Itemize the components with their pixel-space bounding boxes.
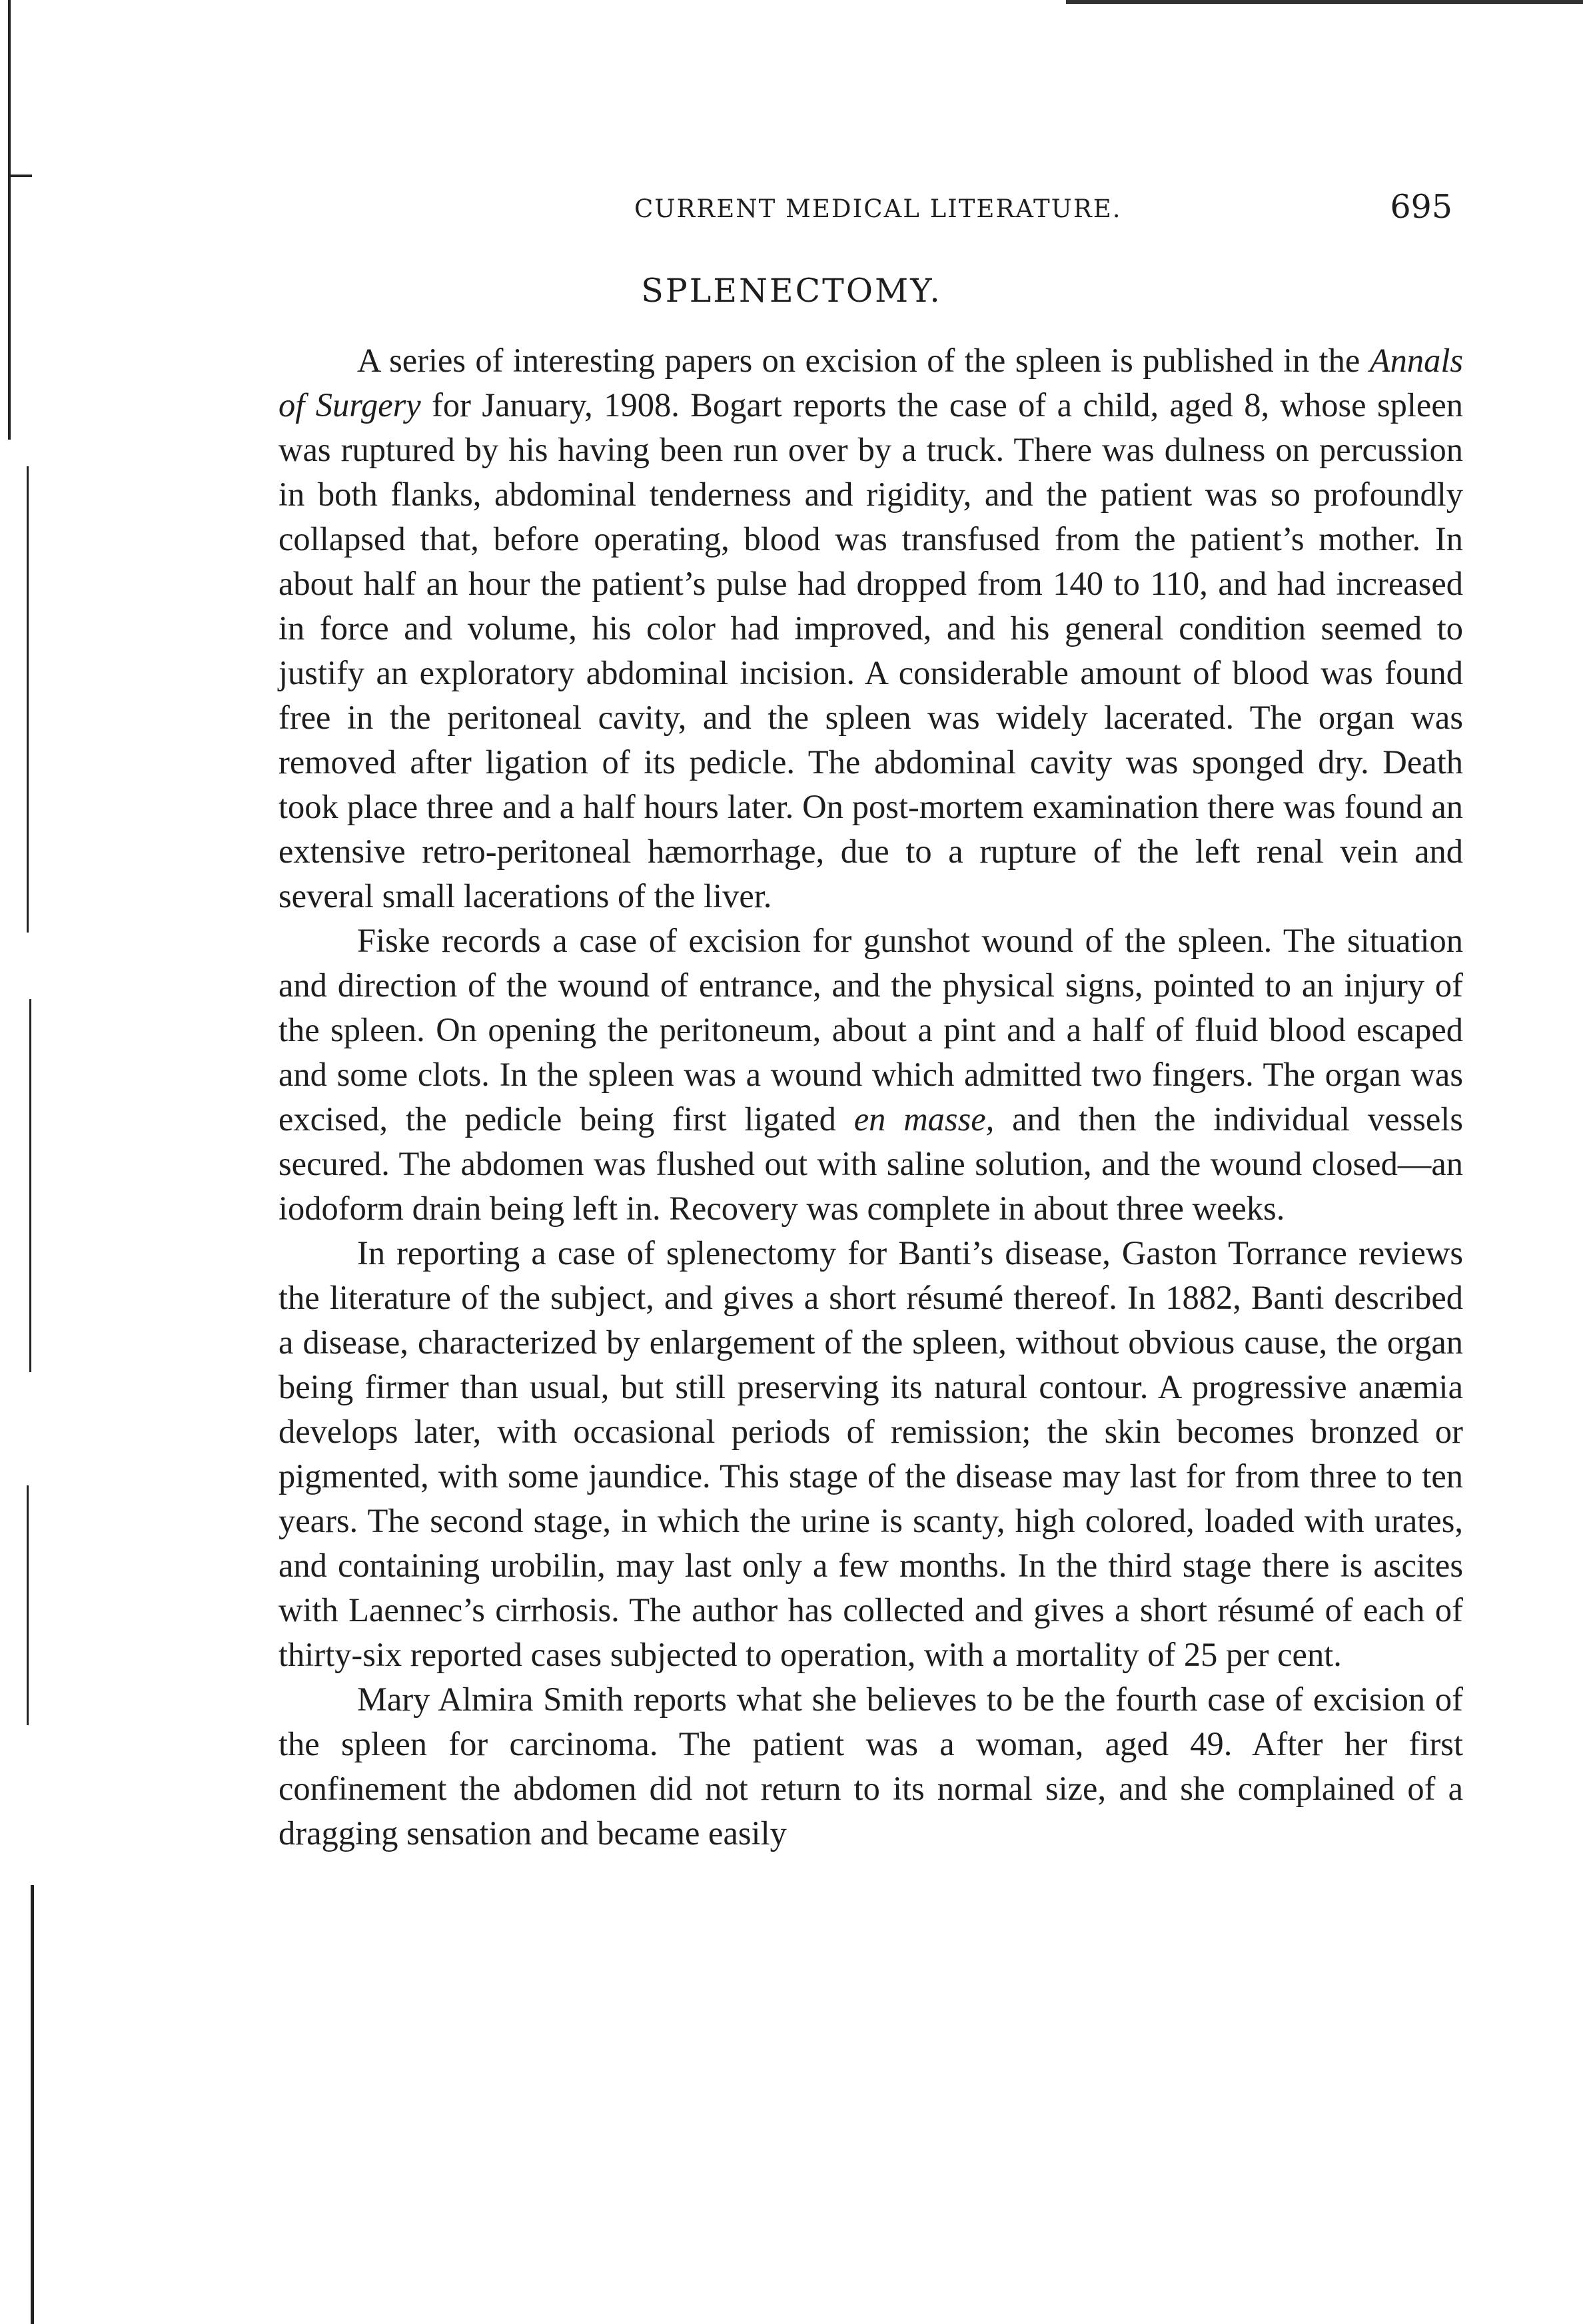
paragraph — [278, 919, 1463, 1231]
paragraph-text: and then the individual vessels secured. The abdomen was flushed out with saline solution, and the wound closed—an iodoform drain being left in. Recovery was complete in about three weeks. — [278, 1100, 1463, 1227]
paragraph-text: In reporting a case of splenectomy for Banti’s disease, Gaston Torrance reviews the literature of the subject, and gives a short résumé thereof. In 1882, Banti described a disease, characterized by enlargement of the spleen, without obvious cause, the organ being firmer than usual, but still preserving its natural contour. A progressive anæmia develops later, with occasional periods of remission; the skin becomes bronzed or pigmented, with some jaundice. This stage of the disease may last for from three to ten years. The second stage, in which the urine is scanty, high colored, loaded with urates, and containing urobilin, may last only a few months. In the third stage there is ascites with Laennec’s cirrhosis. The author has collected and gives a short résumé of each of thirty-six reported cases subjected to operation, with a mortality of 25 per cent. — [278, 1234, 1463, 1673]
binding-edge-mark — [8, 175, 32, 177]
paragraph — [278, 1677, 1463, 1856]
article-body — [278, 338, 1463, 1856]
binding-edge-line — [27, 1485, 29, 1725]
italic-phrase: en masse, — [853, 1100, 995, 1138]
paragraph-text: Fiske records a case of excision for gunshot wound of the spleen. The situation and direction of the wound of entrance, and the physical signs, pointed to an injury of the spleen. On opening the peritoneum, about a pint and a half of fluid blood escaped and some clots. In the spleen was a wound which admitted two fingers. The organ was excised, the pedicle being first ligated — [278, 922, 1463, 1138]
binding-edge-line — [29, 999, 31, 1372]
page-number: 695 — [1390, 188, 1452, 226]
binding-edge-line — [8, 0, 11, 440]
binding-edge-line — [27, 466, 29, 933]
binding-edge-line — [31, 1885, 34, 2324]
top-scan-rule — [1066, 0, 1583, 4]
paragraph — [278, 338, 1463, 919]
running-head — [280, 188, 1452, 228]
section-title: SPLENECTOMY. — [641, 272, 942, 310]
paragraph — [278, 1231, 1463, 1677]
paragraph-text: A series of interesting papers on excision of the spleen is published in the — [357, 342, 1370, 379]
paragraph-text: for January, 1908. Bogart reports the case of a child, aged 8, whose spleen was ruptured by his having been run over by a truck. There was dulness on percussion in both flanks, abdominal tenderness and rigidity, and the patient was so profoundly collapsed that, before operating, blood was transfused from the patient’s mother. In about half an hour the patient’s pulse had dropped from 140 to 110, and had increased in force and volume, his color had improved, and his general condition seemed to justify an exploratory abdominal incision. A considerable amount of blood was found free in the peritoneal cavity, and the spleen was widely lacerated. The organ was removed after ligation of its pedicle. The abdominal cavity was sponged dry. Death took place three and a half hours later. On post-mortem examination there was found an extensive retro-peritoneal hæmorrhage, due to a rupture of the left renal vein and several small lacerations of the liver. — [278, 386, 1463, 915]
journal-title: Annals of Surgery — [278, 342, 1463, 424]
paragraph-text: Mary Almira Smith reports what she believes to be the fourth case of excision of the spleen for carcinoma. The patient was a woman, aged 49. After her first confinement the abdomen did not return to its normal size, and she complained of a dragging sensation and became easily — [278, 1681, 1463, 1852]
running-title: CURRENT MEDICAL LITERATURE. — [634, 194, 1122, 223]
